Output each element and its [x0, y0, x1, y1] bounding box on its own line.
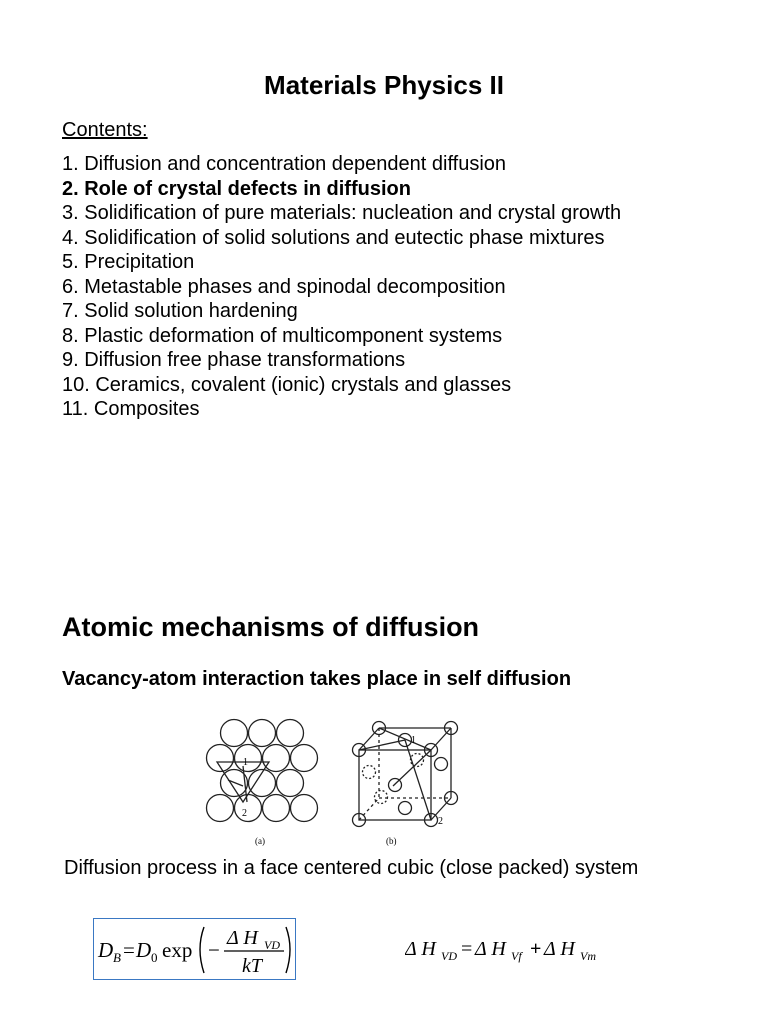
eq1-right-paren — [286, 927, 290, 973]
eq1-exp: exp — [162, 938, 193, 962]
contents-item: 10. Ceramics, covalent (ionic) crystals and glasses — [62, 373, 512, 396]
atom-label-1b: 1 — [411, 735, 416, 746]
contents-item: 8. Plastic deformation of multicomponent systems — [62, 324, 503, 347]
eq1-minus: − — [208, 938, 220, 962]
eq2-equals: = — [461, 938, 473, 960]
eq2-term1: Δ H — [475, 938, 506, 960]
eq1-equals: = — [123, 938, 135, 962]
eq1-denominator: kT — [242, 955, 262, 977]
subheading: Vacancy-atom interaction takes place in self diffusion — [62, 668, 572, 690]
contents-item: 7. Solid solution hardening — [62, 300, 298, 322]
eq1-d0-subscript: 0 — [151, 950, 158, 965]
contents-item: 11. Composites — [62, 398, 200, 420]
panel-label-a: (a) — [255, 836, 265, 846]
contents-label: Contents: — [62, 119, 148, 141]
contents-item: 4. Solidification of solid solutions and eutectic phase mixtures — [62, 226, 605, 249]
panel-label-b: (b) — [386, 836, 397, 846]
contents-item: 5. Precipitation — [62, 251, 195, 273]
fcc-unit-cell-diagram — [353, 722, 458, 827]
fcc-diffusion-figure — [193, 694, 481, 852]
eq1-numerator: Δ H — [227, 927, 258, 949]
close-packed-layer-diagram — [207, 720, 318, 822]
eq2-lhs-subscript: VD — [441, 949, 457, 963]
diffusion-coefficient-equation — [93, 918, 296, 980]
eq2-term1-subscript: Vf — [511, 949, 522, 963]
eq1-numerator-subscript: VD — [264, 938, 280, 952]
eq1-d0: D — [136, 938, 152, 962]
atom-label-2a: 2 — [242, 808, 247, 819]
contents-item: 9. Diffusion free phase transformations — [62, 349, 406, 371]
atom-label-2b: 2 — [438, 816, 443, 827]
contents-item: 1. Diffusion and concentration dependent diffusion — [62, 153, 507, 175]
activation-enthalpy-equation — [405, 930, 605, 970]
eq2-term2: Δ H — [544, 938, 575, 960]
contents-item: 2. Role of crystal defects in diffusion — [62, 177, 411, 200]
figure-caption: Diffusion process in a face centered cubic (close packed) system — [64, 857, 639, 879]
eq1-d-subscript: B — [113, 950, 121, 965]
atom-label-1a: 1 — [243, 757, 248, 768]
section-heading: Atomic mechanisms of diffusion — [62, 612, 480, 642]
eq2-lhs: Δ H — [405, 938, 436, 960]
eq1-d: D — [98, 938, 114, 962]
page-title: Materials Physics II — [264, 70, 504, 100]
eq2-term2-subscript: Vm — [580, 949, 596, 963]
eq1-left-paren — [200, 927, 204, 973]
contents-list — [62, 152, 621, 422]
contents-item: 6. Metastable phases and spinodal decomposition — [62, 275, 506, 298]
eq2-plus: + — [530, 938, 542, 960]
contents-item: 3. Solidification of pure materials: nucleation and crystal growth — [62, 202, 622, 224]
